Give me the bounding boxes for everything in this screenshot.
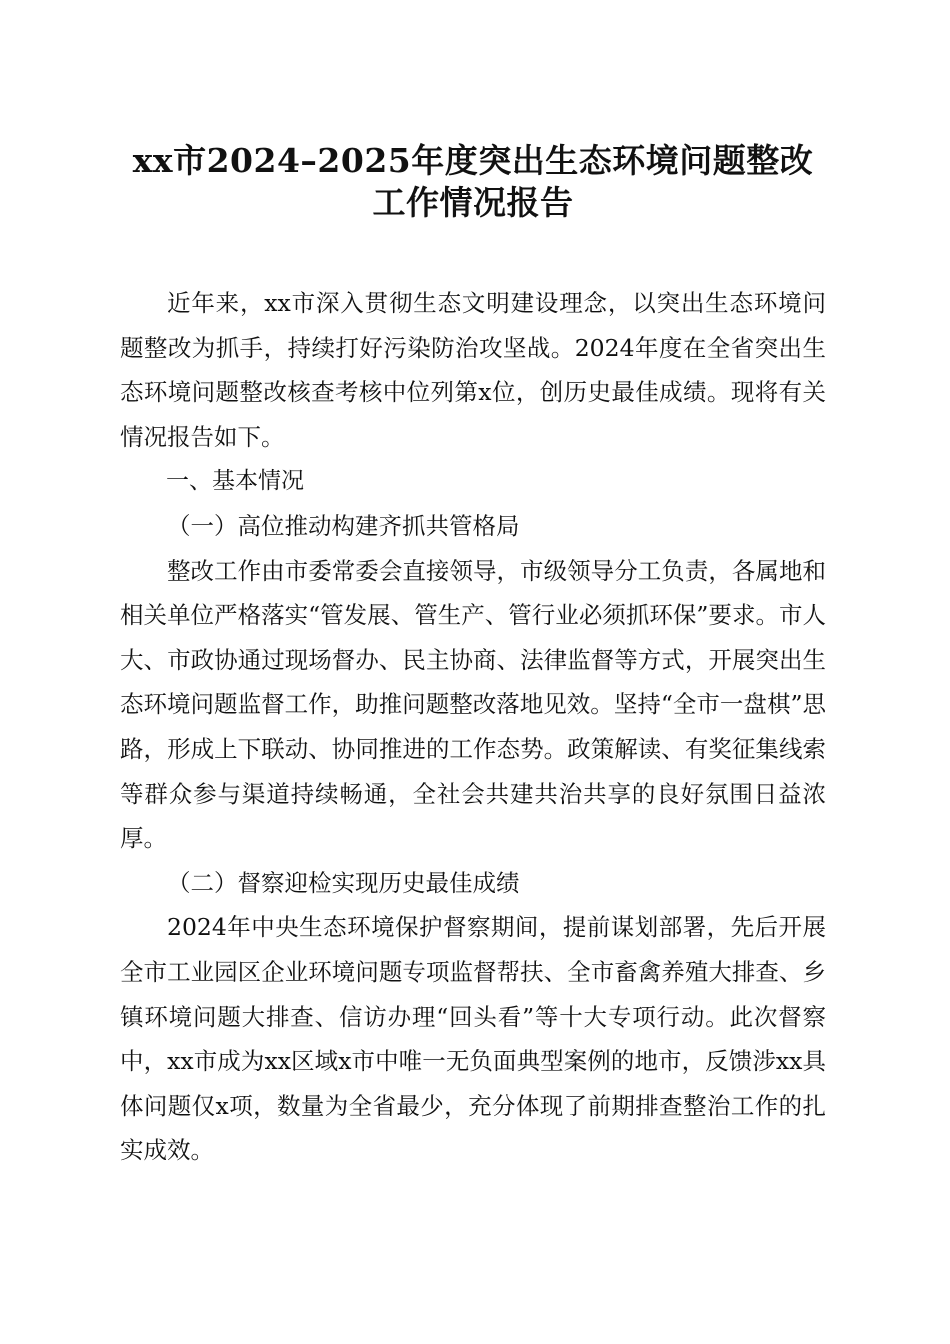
section-heading-basic-situation: 一、基本情况 — [166, 468, 304, 495]
intro-paragraph: 近年来，xx市深入贯彻生态文明建设理念，以突出生态环境问题整改为抓手，持续打好污染防治攻坚战。2024年度在全省突出生态环境问题整改核查考核中位列第x位，创历史最佳成绩。现将有关情况报告如下。 — [120, 289, 826, 451]
title-line-2: 工作情况报告 — [372, 183, 574, 222]
document-page — [120, 140, 826, 1173]
subsection-heading-2: （二）督察迎检实现历史最佳成绩 — [167, 868, 520, 897]
title-line-1: xx市2024–2025年度突出生态环境问题整改 — [132, 141, 814, 180]
subsection-1-paragraph: 整改工作由市委常委会直接领导，市级领导分工负责，各属地和相关单位严格落实“管发展、管生产、管行业必须抓环保”要求。市人大、市政协通过现场督办、民主协商、法律监督等方式，开展突出生态环境问题监督工作，助推问题整改落地见效。坚持“全市一盘棋”思路，形成上下联动、协同推进的工作态势。政策解读、有奖征集线索等群众参与渠道持续畅通，全社会共建共治共享的良好氛围日益浓厚。 — [120, 556, 826, 853]
document-title — [120, 140, 826, 224]
document-body — [120, 281, 826, 1173]
subsection-2-paragraph: 2024年中央生态环境保护督察期间，提前谋划部署，先后开展全市工业园区企业环境问题专项监督帮扶、全市畜禽养殖大排查、乡镇环境问题大排查、信访办理“回头看”等十大专项行动。此次督察中，xx市成为xx区域x市中唯一无负面典型案例的地市，反馈涉xx具体问题仅x项，数量为全省最少，充分体现了前期排查整治工作的扎实成效。 — [120, 913, 826, 1165]
subsection-heading-1: （一）高位推动构建齐抓共管格局 — [167, 511, 520, 540]
